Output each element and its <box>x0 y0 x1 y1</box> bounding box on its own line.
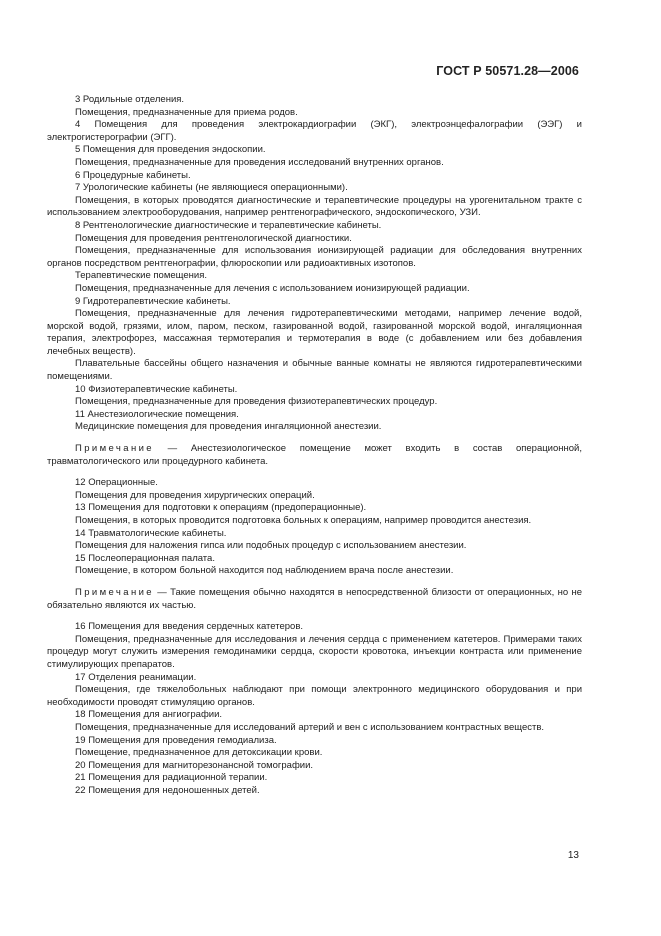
note <box>47 443 582 468</box>
document-body <box>47 94 582 797</box>
paragraph: Помещение, предназначенное для детоксикации крови. <box>75 747 323 759</box>
paragraph: Помещения, предназначенные для лечения гидротерапевтическими методами, например лечение водой, морской водой, грязями, илом, паром, песком, газированной водой, газированной морской водой, ингаляционная терапия, электрофорез, массажная термотерапия и термотерапия в воде (с добавлением или без добавления лечебных веществ). <box>47 308 582 357</box>
paragraph: 4 Помещения для проведения электрокардиографии (ЭКГ), электроэнцефалографии (ЭЭГ) и электрогистерографии (ЭГГ). <box>47 119 582 143</box>
paragraph: Помещения для проведения рентгенологической диагностики. <box>75 232 352 244</box>
paragraph: 22 Помещения для недоношенных детей. <box>75 784 260 796</box>
note <box>47 587 582 612</box>
paragraph: 5 Помещения для проведения эндоскопии. <box>75 144 266 156</box>
paragraph: Помещения, предназначенные для проведения физиотерапевтических процедур. <box>75 396 438 408</box>
note-text: — Анестезиологическое помещение может входить в состав операционной, травматологического или процедурного кабинета. <box>47 443 582 467</box>
note-lead: Примечание <box>75 443 154 455</box>
paragraph: 14 Травматологические кабинеты. <box>75 527 227 539</box>
paragraph: 7 Урологические кабинеты (не являющиеся операционными). <box>75 182 348 194</box>
paragraph: Помещение, в котором больной находится под наблюдением врача после анестезии. <box>75 565 454 577</box>
paragraph: 21 Помещения для радиационной терапии. <box>75 772 268 784</box>
paragraph: 8 Рентгенологические диагностические и терапевтические кабинеты. <box>75 219 382 231</box>
paragraph: Терапевтические помещения. <box>75 270 207 282</box>
paragraph: 15 Послеоперационная палата. <box>75 552 215 564</box>
paragraph: 12 Операционные. <box>75 477 158 489</box>
paragraph: Плавательные бассейны общего назначения и обычные ванные комнаты не являются гидротерапевтическими помещениями. <box>47 358 582 383</box>
page-number: 13 <box>567 850 579 861</box>
paragraph: Помещения, предназначенные для использования ионизирующей радиации для обследования внутренних органов посредством рентгенографии, флюроскопии или радиоактивных изотопов. <box>47 245 582 269</box>
paragraph: Помещения, предназначенные для исследования и лечения сердца с применением катетеров. Примерами таких процедур могут служить измерения гемодинамики сердца, скорости кровотока, инъекции контраста или применение стимулирующих препаратов. <box>47 633 582 670</box>
paragraph: 16 Помещения для введения сердечных катетеров. <box>75 621 304 633</box>
paragraph: 10 Физиотерапевтические кабинеты. <box>75 383 238 395</box>
document-id-header: ГОСТ Р 50571.28—2006 <box>436 64 579 78</box>
paragraph: 3 Родильные отделения. <box>75 94 185 105</box>
paragraph: 11 Анестезиологические помещения. <box>75 408 239 420</box>
paragraph: 20 Помещения для магниторезонансной томографии. <box>75 759 314 771</box>
note-lead: Примечание <box>75 586 154 598</box>
paragraph: 19 Помещения для проведения гемодиализа. <box>75 734 277 746</box>
paragraph: Помещения для проведения хирургических операций. <box>75 489 315 501</box>
paragraph: Помещения, предназначенные для исследований артерий и вен с использованием контрастных веществ. <box>75 721 545 733</box>
paragraph: 9 Гидротерапевтические кабинеты. <box>75 295 231 307</box>
paragraph: 17 Отделения реанимации. <box>75 671 197 683</box>
paragraph: 6 Процедурные кабинеты. <box>75 169 191 181</box>
note-text: — Такие помещения обычно находятся в непосредственной близости от операционных, но не обязательно являются их частью. <box>47 586 582 611</box>
paragraph: Помещения, предназначенные для приема родов. <box>75 106 298 118</box>
paragraph: Помещения, предназначенные для проведения исследований внутренних органов. <box>75 156 444 168</box>
paragraph: 13 Помещения для подготовки к операциям (предоперационные). <box>75 502 367 514</box>
paragraph: Помещения, предназначенные для лечения с использованием ионизирующей радиации. <box>75 282 470 294</box>
paragraph: 18 Помещения для ангиографии. <box>75 709 223 721</box>
paragraph: Медицинские помещения для проведения ингаляционной анестезии. <box>75 421 382 433</box>
paragraph: Помещения для наложения гипса или подобных процедур с использованием анестезии. <box>75 540 467 552</box>
paragraph: Помещения, в которых проводятся диагностические и терапевтические процедуры на урогенитальном тракте с использованием электрооборудования, например рентгенографического, эндоскопического, УЗИ. <box>47 194 582 219</box>
paragraph: Помещения, в которых проводится подготовка больных к операциям, например проводится анестезия. <box>75 515 532 526</box>
paragraph: Помещения, где тяжелобольных наблюдают при помощи электронного медицинского оборудования и при необходимости проводят стимуляцию органов. <box>47 684 582 708</box>
